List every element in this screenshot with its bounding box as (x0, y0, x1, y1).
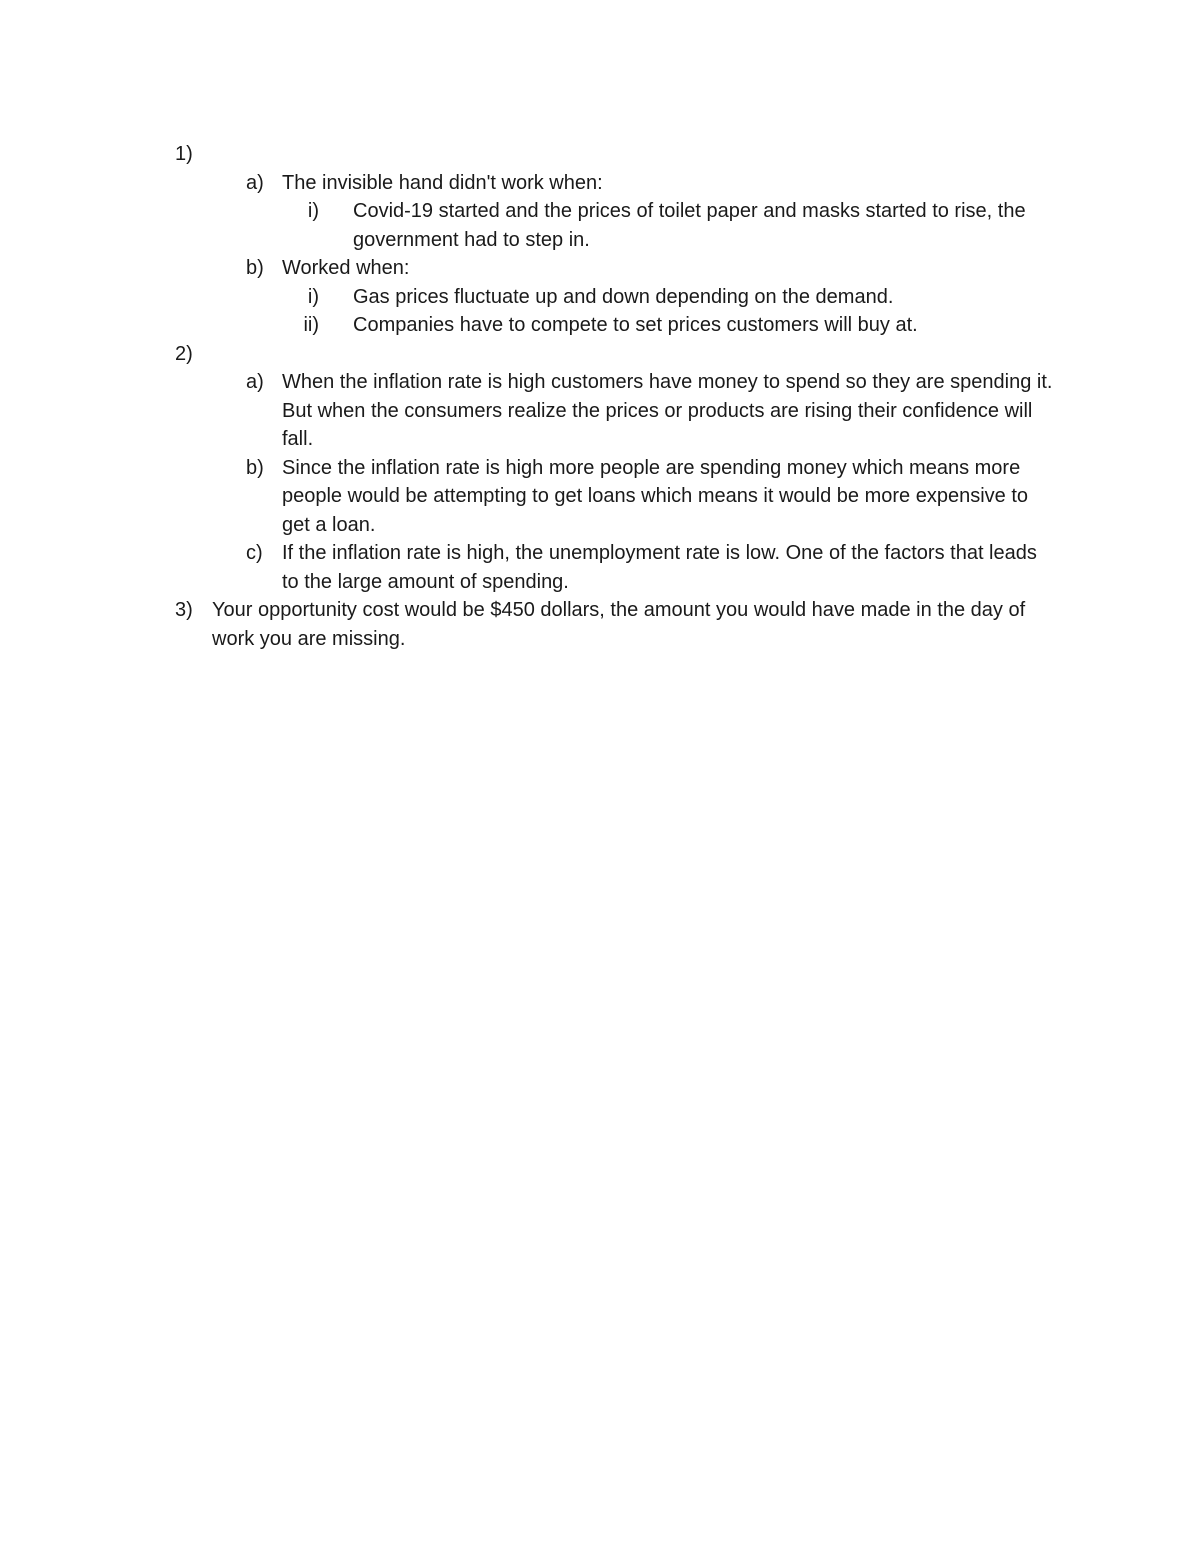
question-1-a-i (175, 197, 1055, 254)
list-marker: i) (307, 200, 319, 222)
list-marker: c) (246, 542, 263, 564)
question-3 (175, 596, 1055, 653)
list-item-text: Companies have to compete to set prices customers will buy at. (353, 314, 918, 336)
question-1-b-i (175, 283, 1055, 312)
list-item-text: The invisible hand didn't work when: (282, 171, 603, 194)
list-item-text: Your opportunity cost would be $450 dollars, the amount you would have made in the day of work you are missing. (212, 599, 1026, 650)
list-item-text: Covid-19 started and the prices of toilet paper and masks started to rise, the government had to step in. (353, 200, 1026, 251)
list-marker: 3) (175, 599, 193, 621)
list-marker: 2) (175, 342, 193, 365)
list-marker: b) (246, 257, 264, 279)
list-marker: a) (246, 371, 264, 393)
list-item-text: When the inflation rate is high customers have money to spend so they are spending it. But when the consumers realize the prices or products are rising their confidence will fall. (282, 371, 1053, 450)
question-2-b (175, 454, 1055, 540)
list-marker: ii) (303, 314, 319, 336)
question-2-a (175, 368, 1055, 454)
list-marker: i) (307, 285, 319, 308)
list-marker: 1) (175, 143, 193, 165)
list-item-text: Gas prices fluctuate up and down depending on the demand. (353, 285, 894, 308)
question-1-b-ii (175, 311, 1055, 340)
list-item-text: Since the inflation rate is high more people are spending money which means more people would be attempting to get loans which means it would be more expensive to get a loan. (282, 456, 1029, 536)
list-marker: b) (246, 456, 264, 479)
list-item-text: Worked when: (282, 257, 410, 279)
question-1 (175, 140, 1055, 169)
question-1-a (175, 169, 1055, 198)
list-item-text: If the inflation rate is high, the unemployment rate is low. One of the factors that leads to the large amount of spending. (282, 542, 1037, 593)
question-2-c (175, 539, 1055, 596)
answer-list (175, 140, 1055, 653)
question-1-b (175, 254, 1055, 283)
question-2 (175, 340, 1055, 369)
list-marker: a) (246, 171, 264, 194)
